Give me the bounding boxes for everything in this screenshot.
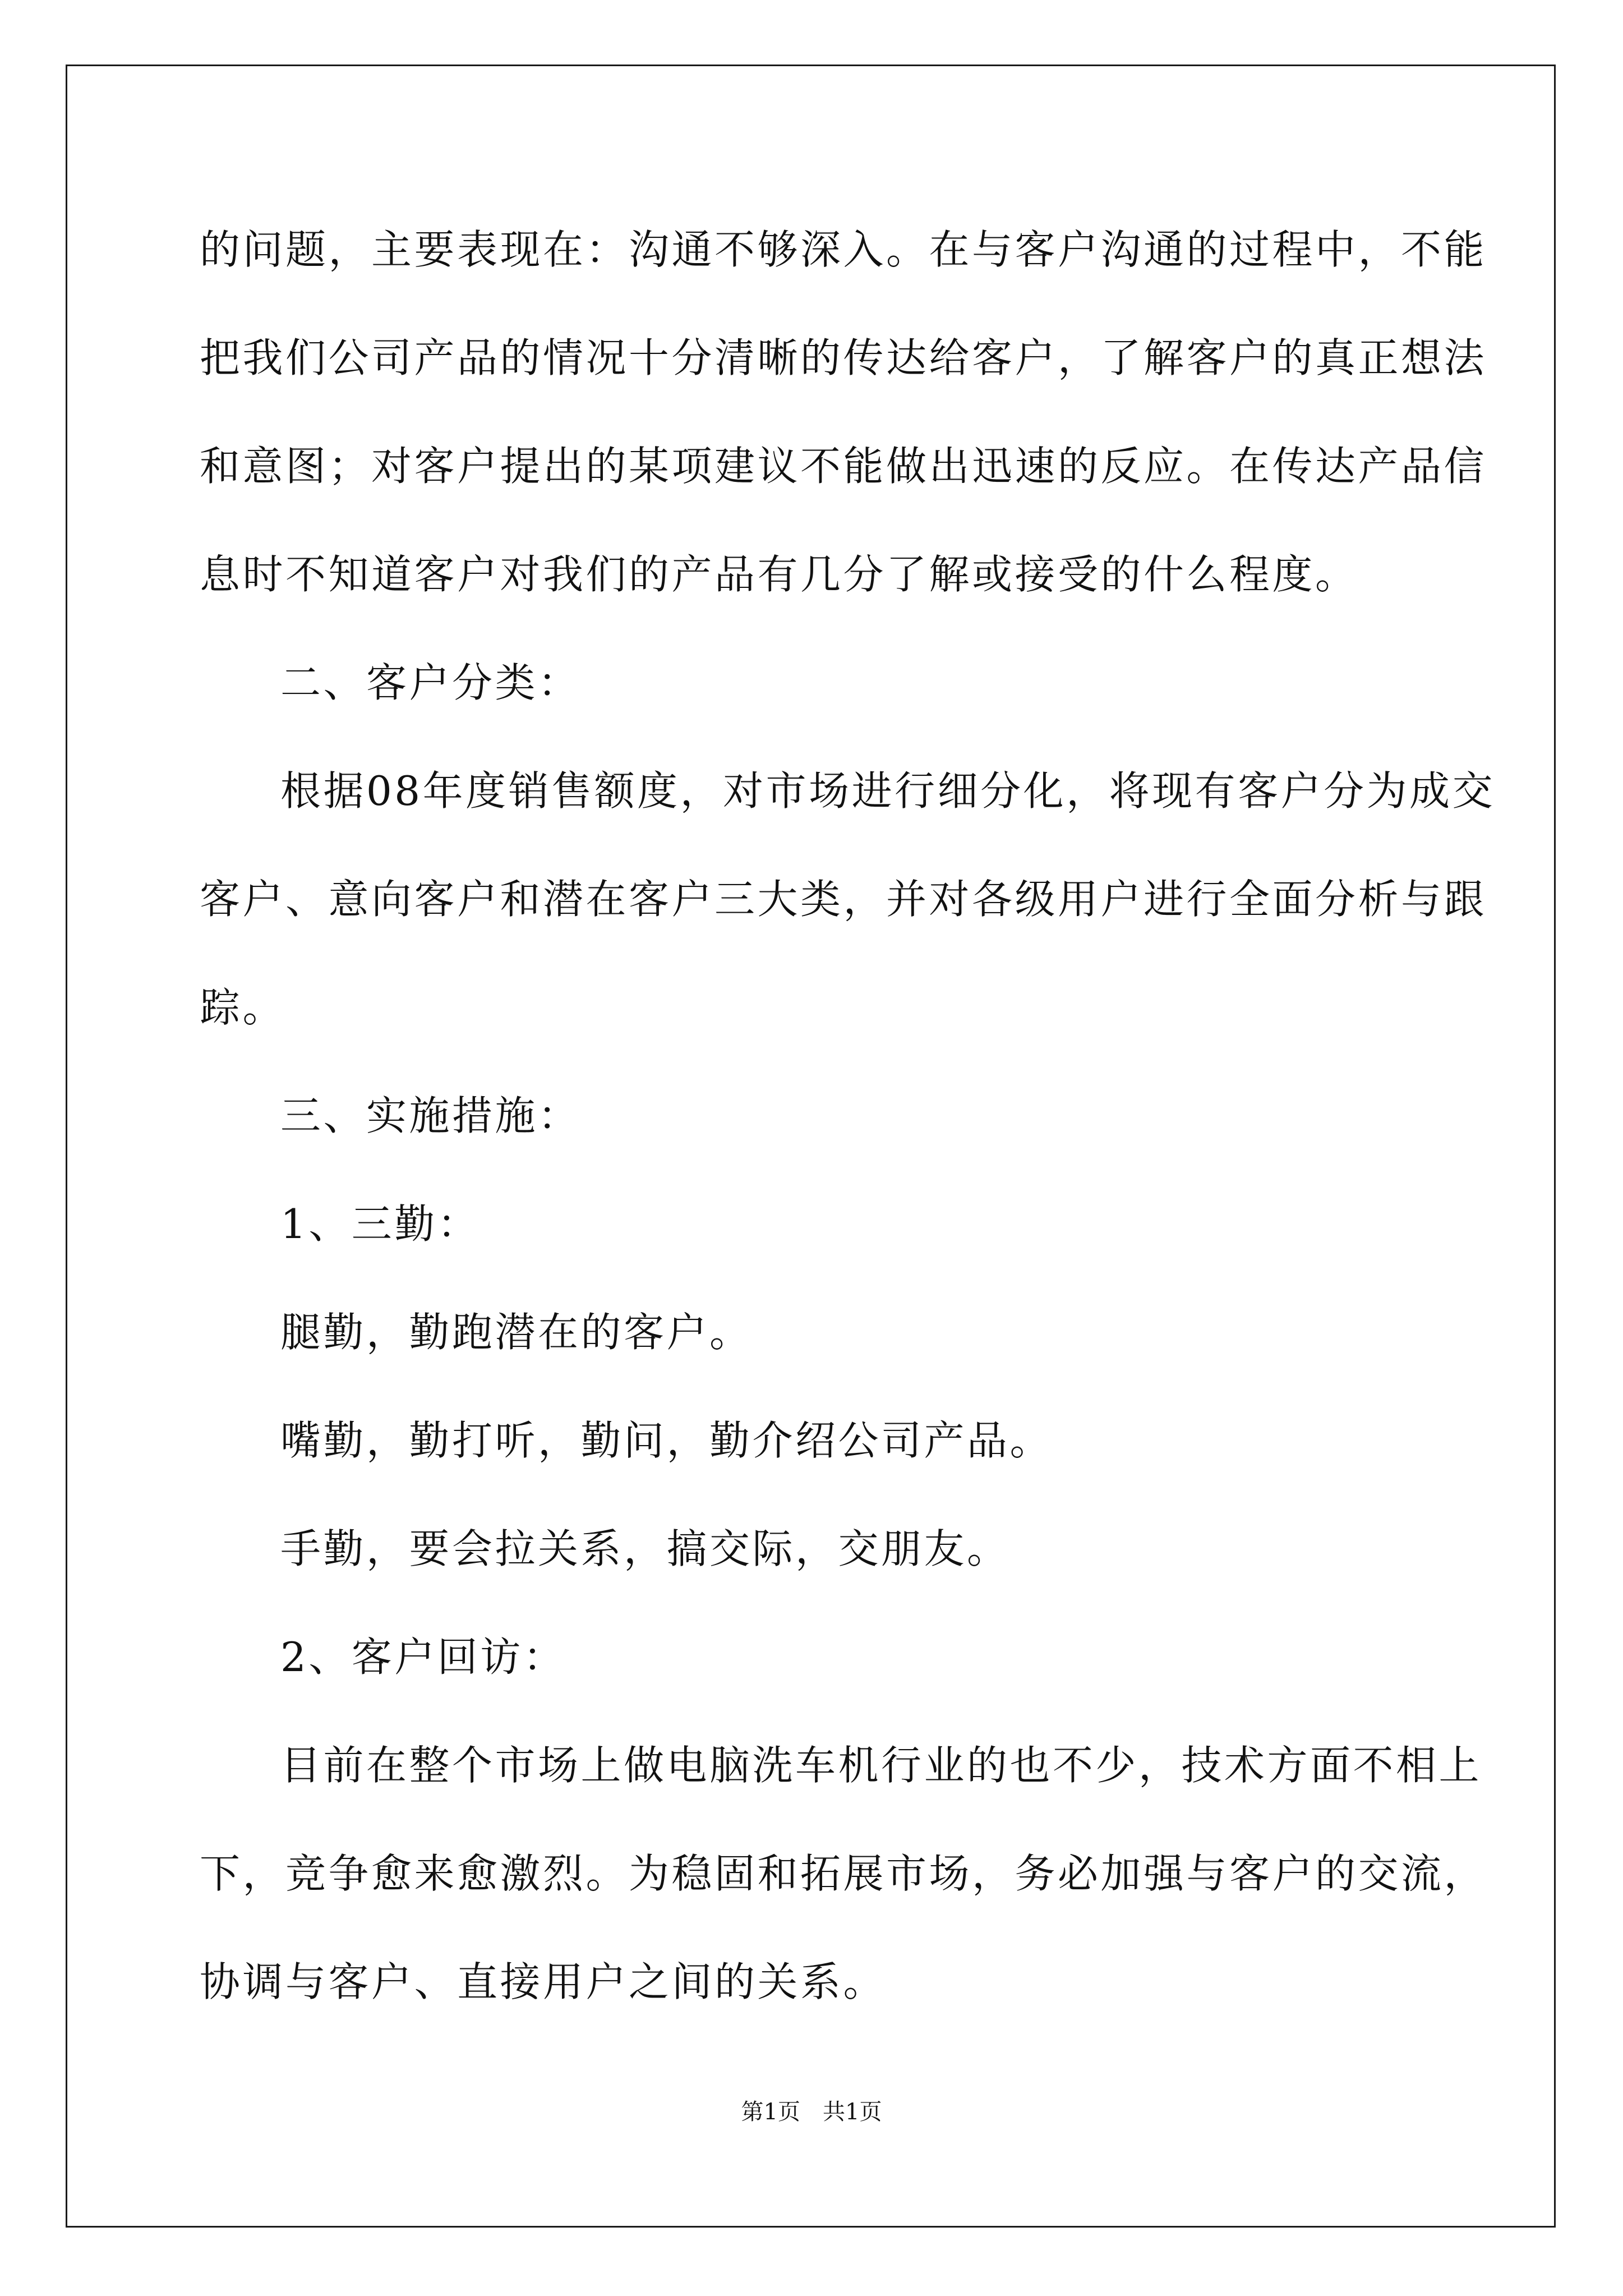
paragraph-line: 手勤，要会拉关系，搞交际，交朋友。: [280, 1525, 1010, 1572]
paragraph-line: 腿勤，勤跑潜在的客户。: [280, 1309, 753, 1356]
section-heading: 三、实施措施：: [280, 1092, 581, 1139]
paragraph-line: 把我们公司产品的情况十分清晰的传达给客户，了解客户的真正想法: [200, 334, 1487, 381]
paragraph-line: 息时不知道客户对我们的产品有几分了解或接受的什么程度。: [200, 551, 1358, 598]
paragraph-line: 踪。: [200, 984, 286, 1031]
paragraph-line: 协调与客户、直接用户之间的关系。: [200, 1958, 887, 2005]
paragraph-line: 客户、意向客户和潜在客户三大类，并对各级用户进行全面分析与跟: [200, 876, 1487, 923]
subsection-heading: 2、客户回访：: [280, 1634, 566, 1681]
section-heading: 二、客户分类：: [280, 659, 581, 706]
paragraph-line: 下，竞争愈来愈激烈。为稳固和拓展市场，务必加强与客户的交流，: [200, 1850, 1487, 1897]
paragraph-line: 和意图；对客户提出的某项建议不能做出迅速的反应。在传达产品信: [200, 443, 1487, 490]
page-footer: [0, 2095, 1623, 2129]
page-total: 共1页: [823, 2099, 882, 2125]
paragraph-line: 的问题，主要表现在：沟通不够深入。在与客户沟通的过程中，不能: [200, 226, 1487, 273]
paragraph-line: 根据08年度销售额度，对市场进行细分化，将现有客户分为成交: [280, 767, 1496, 815]
paragraph-line: 目前在整个市场上做电脑洗车机行业的也不少，技术方面不相上: [280, 1742, 1482, 1789]
subsection-heading: 1、三勤：: [280, 1200, 481, 1248]
page-number: 第1页: [741, 2099, 800, 2125]
paragraph-line: 嘴勤，勤打听，勤问，勤介绍公司产品。: [280, 1417, 1053, 1464]
